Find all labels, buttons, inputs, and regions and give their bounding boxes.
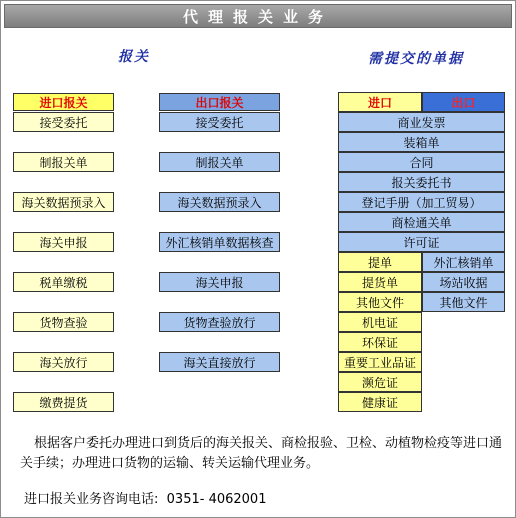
- document-common-packing-list: 装箱单: [338, 132, 505, 152]
- document-import-endangered-species-cert: 濒危证: [338, 372, 422, 392]
- document-common-power-of-attorney: 报关委托书: [338, 172, 505, 192]
- document-import-other: 其他文件: [338, 292, 422, 312]
- document-import-bill-of-lading: 提单: [338, 252, 422, 272]
- export-step-prepare-form: 制报关单: [159, 152, 280, 172]
- import-step-release: 海关放行: [13, 352, 114, 372]
- page-banner: 代理报关业务: [4, 4, 512, 28]
- import-step-pre-entry: 海关数据预录入: [13, 192, 114, 212]
- document-common-invoice: 商业发票: [338, 112, 505, 132]
- import-step-declaration: 海关申报: [13, 232, 114, 252]
- document-import-delivery-order: 提货单: [338, 272, 422, 292]
- document-export-dock-receipt: 场站收据: [422, 272, 505, 292]
- import-step-pickup: 缴费提货: [13, 392, 114, 412]
- import-column-header: 进口报关: [13, 93, 114, 111]
- document-export-other: 其他文件: [422, 292, 505, 312]
- export-step-pre-entry: 海关数据预录入: [159, 192, 280, 212]
- service-description: 根据客户委托办理进口到货后的海关报关、商检报验、卫检、动植物检疫等进口通关手续；办理进口货物的运输、转关运输代理业务。: [20, 436, 503, 471]
- import-step-accept: 接受委托: [13, 112, 114, 132]
- customs-section-title: 报关: [118, 49, 150, 65]
- document-common-license: 许可证: [338, 232, 505, 252]
- document-import-industrial-product-cert: 重要工业品证: [338, 352, 422, 372]
- export-column-header: 出口报关: [159, 93, 280, 111]
- export-step-direct-release: 海关直接放行: [159, 352, 280, 372]
- consultation-phone: [24, 488, 266, 507]
- document-common-inspection-clearance: 商检通关单: [338, 212, 505, 232]
- documents-export-header: 出口: [422, 92, 505, 112]
- document-import-health-cert: 健康证: [338, 392, 422, 412]
- documents-import-header: 进口: [338, 92, 422, 112]
- import-step-inspection: 货物查验: [13, 312, 114, 332]
- export-step-forex-check: 外汇核销单数据核查: [159, 232, 280, 252]
- import-step-tax: 税单缴税: [13, 272, 114, 292]
- export-step-accept: 接受委托: [159, 112, 280, 132]
- document-import-environmental-cert: 环保证: [338, 332, 422, 352]
- documents-section-title: 需提交的单据: [368, 51, 464, 67]
- export-step-declaration: 海关申报: [159, 272, 280, 292]
- document-import-mechanical-electrical-cert: 机电证: [338, 312, 422, 332]
- document-export-forex-verification: 外汇核销单: [422, 252, 505, 272]
- phone-label: 进口报关业务咨询电话:: [24, 492, 159, 507]
- document-common-contract: 合同: [338, 152, 505, 172]
- phone-number: 0351- 4062001: [166, 492, 267, 507]
- document-common-registration-manual: 登记手册（加工贸易）: [338, 192, 505, 212]
- import-step-prepare-form: 制报关单: [13, 152, 114, 172]
- export-step-inspection-release: 货物查验放行: [159, 312, 280, 332]
